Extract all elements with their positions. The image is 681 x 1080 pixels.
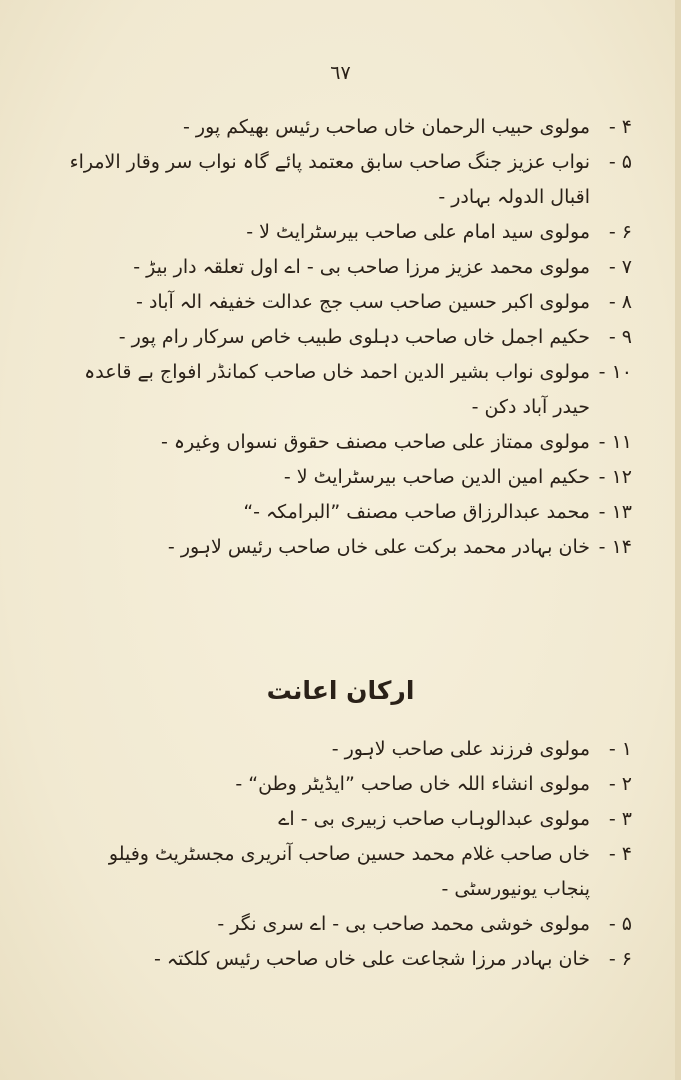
item-text: حکیم اجمل خاں صاحب دہلوی طبیب خاص سرکار رام پور -: [118, 326, 590, 348]
item-number: ۵ -: [608, 913, 632, 935]
item-text: نواب عزیز جنگ صاحب سابق معتمد پائے گاہ نواب سر وقار الامراء اقبال الدولہ بہادر -: [69, 151, 590, 208]
page-number: ٦٧: [330, 62, 351, 84]
list-item: [60, 767, 632, 802]
section-heading: ارکان اعانت: [266, 676, 415, 705]
item-number: ۷ -: [608, 256, 632, 278]
list-item: [60, 530, 632, 565]
item-number: ۳ -: [608, 808, 632, 830]
list-item: [60, 425, 632, 460]
item-number: ۵ -: [608, 151, 632, 173]
item-number: ۶ -: [608, 221, 632, 243]
list-item: [60, 355, 632, 425]
item-text: مولوی نواب بشیر الدین احمد خاں صاحب کمانڈر افواج بے قاعدہ حیدر آباد دکن -: [84, 361, 590, 418]
item-text: مولوی خوشی محمد صاحب بی - اے سری نگر -: [217, 913, 590, 935]
list-item: [60, 285, 632, 320]
list-item: [60, 732, 632, 767]
item-text: مولوی اکبر حسین صاحب سب جج عدالت خفیفہ الہ آباد -: [136, 291, 590, 313]
item-text: خان بہادر مرزا شجاعت علی خاں صاحب رئیس کلکتہ -: [153, 948, 590, 970]
item-text: حکیم امین الدین صاحب بیرسٹرایٹ لا -: [283, 466, 590, 488]
item-text: مولوی محمد عزیز مرزا صاحب بی - اے اول تعلقہ دار بیڑ -: [133, 256, 590, 278]
item-text: خاں صاحب غلام محمد حسین صاحب آنریری مجسٹریٹ وفیلو پنجاب یونیورسٹی -: [108, 843, 590, 900]
item-number: ۱۲ -: [598, 466, 632, 488]
item-number: ۴ -: [608, 116, 632, 138]
item-number: ۸ -: [608, 291, 632, 313]
list-item: [60, 320, 632, 355]
item-number: ۱۳ -: [598, 501, 632, 523]
list-item: [60, 460, 632, 495]
item-number: ۴ -: [608, 843, 632, 865]
item-text: محمد عبدالرزاق صاحب مصنف ”البرامکہ -“: [243, 501, 590, 523]
item-number: ۲ -: [608, 773, 632, 795]
list-item: [60, 215, 632, 250]
list-item: [60, 802, 632, 837]
item-text: مولوی فرزند علی صاحب لاہور -: [331, 738, 590, 760]
list-item: [60, 942, 632, 977]
members-list: [60, 110, 632, 565]
list-item: [60, 837, 632, 907]
list-item: [60, 495, 632, 530]
list-item: [60, 907, 632, 942]
helpers-list: [60, 732, 632, 977]
item-text: مولوی ممتاز علی صاحب مصنف حقوق نسواں وغیرہ -: [160, 431, 590, 453]
item-text: مولوی انشاء اللہ خاں صاحب ”ایڈیٹر وطن“ -: [235, 773, 590, 795]
item-number: ۹ -: [608, 326, 632, 348]
item-number: ۱۱ -: [598, 431, 632, 453]
item-text: مولوی حبیب الرحمان خاں صاحب رئیس بھیکم پور -: [183, 116, 590, 138]
item-number: ۱ -: [608, 738, 632, 760]
item-text: خان بہادر محمد برکت علی خاں صاحب رئیس لاہور -: [167, 536, 590, 558]
item-number: ۶ -: [608, 948, 632, 970]
item-text: مولوی عبدالوہاب صاحب زبیری بی - اے: [278, 808, 590, 830]
page-edge: [675, 0, 681, 1080]
list-item: [60, 250, 632, 285]
item-number: ۱۰ -: [598, 361, 632, 383]
item-text: مولوی سید امام علی صاحب بیرسٹرایٹ لا -: [246, 221, 590, 243]
list-item: [60, 110, 632, 145]
item-number: ۱۴ -: [598, 536, 632, 558]
list-item: [60, 145, 632, 215]
